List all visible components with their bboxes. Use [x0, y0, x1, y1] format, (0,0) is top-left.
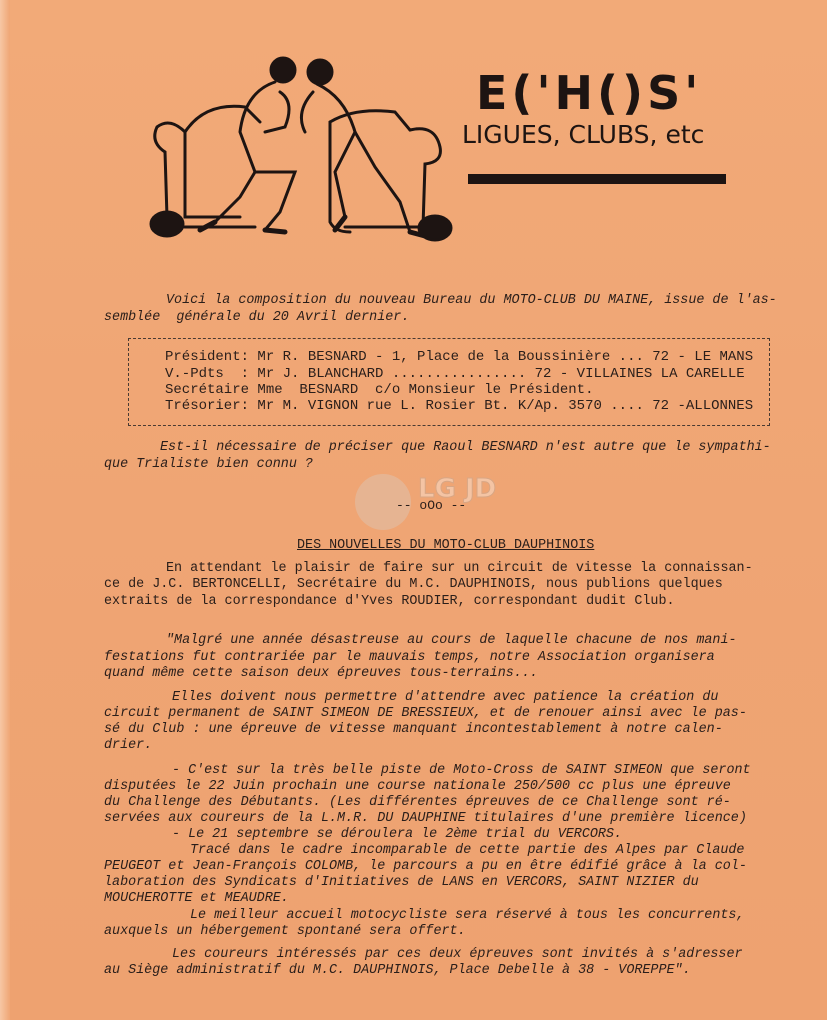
bureau-secretaire: Secrétaire Mme BESNARD c/o Monsieur le Président. — [165, 382, 594, 398]
intro-line-2: semblée générale du 20 Avril dernier. — [104, 310, 410, 325]
quote-line: - C'est sur la très belle piste de Moto-Cross de SAINT SIMEON que seront — [172, 763, 751, 778]
quote-line: laboration des Syndicats d'Initiatives de LANS en VERCORS, SAINT NIZIER du — [104, 875, 699, 890]
quote-line: PEUGEOT et Jean-François COLOMB, le parcours a pu en être édifié grâce à la col- — [104, 859, 747, 874]
quote-line: "Malgré une année désastreuse au cours de laquelle chacune de nos mani- — [166, 633, 737, 648]
paper-edge — [0, 0, 10, 1020]
quote-line: - Le 21 septembre se déroulera le 2ème trial du VERCORS. — [172, 827, 622, 842]
quote-line: Les coureurs intéressés par ces deux épreuves sont invités à s'adresser — [172, 947, 743, 962]
masthead-rule — [468, 174, 726, 184]
quote-line: Elles doivent nous permettre d'attendre avec patience la création du — [172, 690, 719, 705]
bureau-president: Président: Mr R. BESNARD - 1, Place de la Boussinière ... 72 - LE MANS — [165, 349, 754, 365]
note-line-1: Est-il nécessaire de préciser que Raoul BESNARD n'est autre que le sympathi- — [160, 440, 771, 455]
intro-line-1: Voici la composition du nouveau Bureau du MOTO-CLUB DU MAINE, issue de l'as- — [166, 293, 777, 308]
section-intro-line: ce de J.C. BERTONCELLI, Secrétaire du M.C. DAUPHINOIS, nous publions quelques — [104, 577, 723, 592]
quote-line: au Siège administratif du M.C. DAUPHINOIS, Place Debelle à 38 - VOREPPE". — [104, 963, 691, 978]
quote-line: quand même cette saison deux épreuves tous-terrains... — [104, 666, 538, 681]
bureau-tresorier: Trésorier: Mr M. VIGNON rue L. Rosier Bt. K/Ap. 3570 .... 72 -ALLONNES — [165, 398, 754, 414]
quote-line: sé du Club : une épreuve de vitesse manquant incontestablement à notre calen- — [104, 722, 723, 737]
bureau-vice-presidents: V.-Pdts : Mr J. BLANCHARD ................ 72 - VILLAINES LA CARELLE — [165, 366, 745, 382]
section-heading: DES NOUVELLES DU MOTO-CLUB DAUPHINOIS — [297, 538, 595, 553]
watermark-text: LG JD — [418, 474, 497, 504]
masthead-subtitle: LIGUES, CLUBS, etc — [462, 120, 705, 149]
quote-line: circuit permanent de SAINT SIMEON DE BRESSIEUX, et de renouer ainsi avec le pas- — [104, 706, 747, 721]
section-intro-line: En attendant le plaisir de faire sur un circuit de vitesse la connaissan- — [166, 561, 753, 576]
masthead-title: E('H()S' — [476, 66, 703, 120]
quote-line: auxquels un hébergement spontané sera offert. — [104, 924, 466, 939]
quote-line: Tracé dans le cadre incomparable de cette partie des Alpes par Claude — [190, 843, 745, 858]
armchair-illustration-icon — [145, 52, 465, 252]
quote-line: drier. — [104, 738, 153, 753]
section-intro-line: extraits de la correspondance d'Yves ROUDIER, correspondant dudit Club. — [104, 594, 675, 609]
quote-line: Le meilleur accueil motocycliste sera réservé à tous les concurrents, — [190, 908, 745, 923]
separator: -- oOo -- — [396, 498, 467, 513]
quote-line: MOUCHEROTTE et MEAUDRE. — [104, 891, 289, 906]
note-line-2: que Trialiste bien connu ? — [104, 457, 313, 472]
quote-line: disputées le 22 Juin prochain une course nationale 250/500 cc plus une épreuve — [104, 779, 731, 794]
quote-line: servées aux coureurs de la L.M.R. DU DAUPHINE titulaires d'une première licence) — [104, 811, 747, 826]
quote-line: festations fut contrariée par le mauvais temps, notre Association organisera — [104, 650, 715, 665]
quote-line: du Challenge des Débutants. (Les différentes épreuves de ce Challenge sont ré- — [104, 795, 731, 810]
